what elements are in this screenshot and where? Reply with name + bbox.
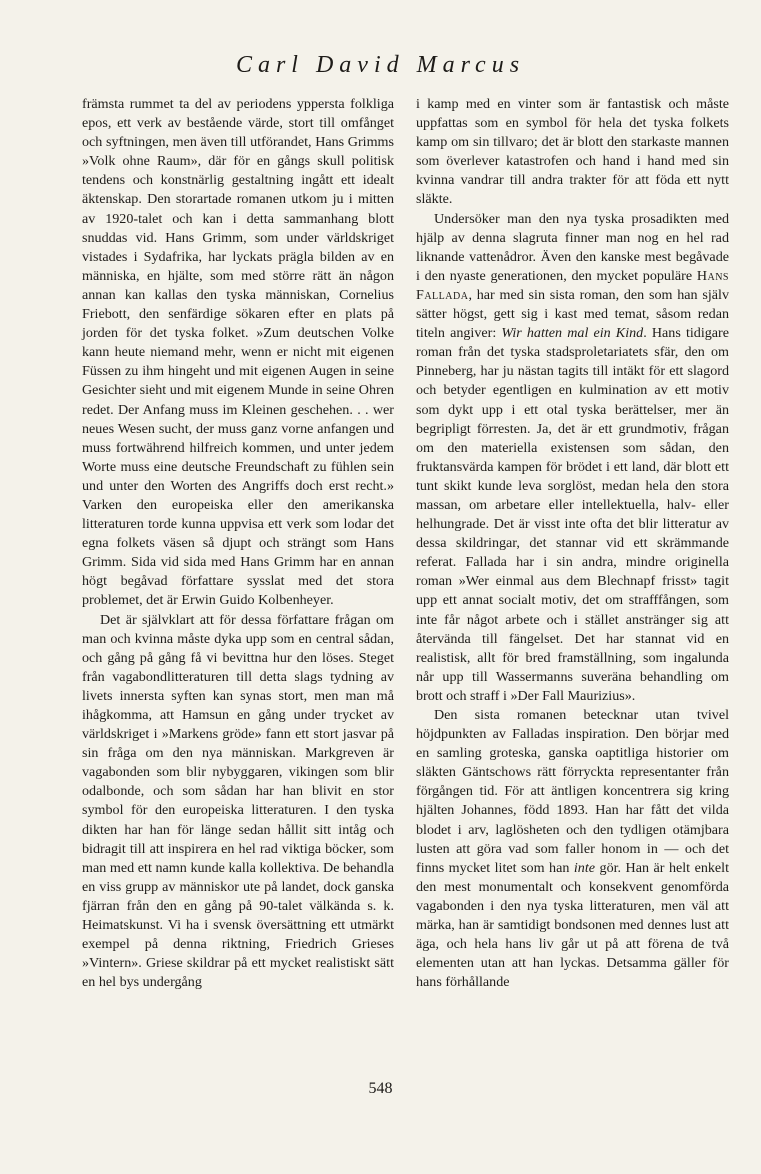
text-run: gör. Han är helt enkelt den mest monumentalt och konsekvent genomförda vagabonden i den nya tyska litteraturen, men väl att märka, han är samtidigt bondsonen med dennes lust att äga, och hela hans liv går ut på att förena de två elementen utan att han lyckas. Detsamma gäller för hans förhållande (416, 859, 730, 991)
left-column (82, 95, 394, 992)
text-run: Den sista romanen betecknar utan tvivel höjdpunkten av Falladas inspiration. Den börjar med en samling groteska, ganska oaptitliga historier om släkten Gäntschows rätt förryckta representanter från förgången tid. För att äntligen koncentrera sig kring hjälten Johannes, född 1893. Han har fått det vilda blodet i arv, laglösheten och den tydligen otämjbara lusten att göra vad som faller honom in — och det finns mycket litet som han (416, 707, 729, 876)
paragraph: främsta rummet ta del av periodens yppersta folkliga epos, ett verk av bestående värde, stort till omfånget och syftningen, men även till utförandet, Hans Grimms »Volk ohne Raum», där för en gångs skull politisk tendens och konstnärlig gestaltning ingått ett idealt äktenskap. Den storartade romanen utkom ju i mitten av 1920-talet och kan i detta sammanhang blott snuddas vid. Hans Grimm, som under världskriget vistades i Sydafrika, har lyckats prägla bilden av en människa, en hjälte, som med större rätt än någon annan kan kallas den tyska människan, Cornelius Friebott, den senfärdige sökaren efter en plats på jorden för det tyska folket. »Zum deutschen Volke kann heute niemand mehr, wenn er nicht mit eigenen Füssen zu ihm hingeht und mit eigenen Augen in seine Gesichter sieht und mit eigenem Munde in seine Ohren redet. Der Anfang muss im Kleinen geschehen. . . wer neues Wesen sucht, der muss ganz vorne anfangen und muss fortwährend hilfreich kommen, und unter jedem Worte muss eine deutsche Freundschaft zu fühlen sein und unter den Worten des Angriffs doch erst recht.» Varken den europeiska eller den amerikanska litteraturen torde kunna uppvisa ett verk som lodar det egna folkets väsen så djupt och strängt som Hans Grimm. Sida vid sida med Hans Grimm har en annan högt begåvad författare sysslat med det stora problemet, det är Erwin Guido Kolbenheyer. (82, 96, 394, 609)
paragraph: Det är självklart att för dessa författare frågan om man och kvinna måste dyka upp som en central sådan, och gång på gång få vi bevittna hur den löses. Steget från vagabondlitteraturen till detta slags tydning av livets innersta syften kan synas stort, men man må ihågkomma, att Hamsun en gång under trycket av världskriget i »Markens gröde» fann ett stort jasvar på sin fråga om den nya människan. Markgreven är vagabonden som blir nybyggaren, vikingen som blir odalbonde, och som sådan har han blivit en stor symbol för den europeiska litteraturen. I den tyska dikten har han för länge sedan hållit sitt intåg och bidragit till att inspirera en hel rad viktiga böcker, som man med ett namn kunde kalla kollektiva. De behandla en viss grupp av människor ute på landet, dock ganska fjärran från den en gång på 90-talet välkända s. k. Heimatskunst. Vi ha i svensk översättning ett utmärkt exempel på denna riktning, Friedrich Grieses »Vintern». Griese skildrar på ett mycket realistiskt sätt en hel bys undergång (82, 611, 394, 991)
paragraph: i kamp med en vinter som är fantastisk och måste uppfattas som en symbol för hela det tyska folkets kamp om sin tillvaro; det är blott den starkaste mannen som överlever katastrofen och hand i hand med sin kvinna vandrar till andra trakter för att föda ett nytt släkte. (416, 96, 729, 208)
paragraph (416, 210, 729, 706)
running-header: Carl David Marcus (235, 52, 526, 78)
paragraph (416, 706, 729, 992)
author-name: Hans Fallada (416, 267, 729, 303)
emphasis: inte (573, 859, 596, 876)
page-number: 548 (368, 1080, 393, 1097)
text-run: , har med sin sista roman, den som han själv sätter högst, gett sig i kast med temat, såsom redan titeln angiver: (416, 286, 729, 342)
text-run: . Hans tidigare roman från det tyska stadsproletariatets sfär, den om Pinneberg, har ju nästan tagits till intäkt för ett slagord och betyder egentligen en kulmination av ett motiv som dykt upp i ett otal tyska berättelser, mer än begripligt förresten. Ja, det är ett grundmotiv, frågan om den materiella existensen som sådan, den fruktansvärda kampen för brödet i ett land, där blott ett tunt skikt kunde leva sorglöst, medan hela den stora massan, om arbetare eller intellektuella, halv- eller helhungrade. Det är visst inte ofta det blir litteratur av dessa skildringar, det stannar vid ett skrämmande referat. Fallada har i sin andra, mindre originella roman »Wer einmal aus dem Blechnapf frisst» tagit upp ett annat socialt motiv, det om strafffången, som inte får något arbete och i stället anstränger sig att återvända till fängelset. Det har stannat vid en realistisk, allt för bred framställning, som ingalunda når upp till Wassermanns suveräna behandling om brott och straff i »Der Fall Maurizius». (416, 325, 729, 704)
text-run: Undersöker man den nya tyska prosadikten med hjälp av denna slagruta finner man nog en hel rad liknande vattenådror. Även den kanske mest begåvade i den nyaste generationen, den mycket populäre (416, 210, 729, 284)
right-column (416, 95, 729, 992)
book-title: Wir hatten mal ein Kind (501, 325, 644, 342)
